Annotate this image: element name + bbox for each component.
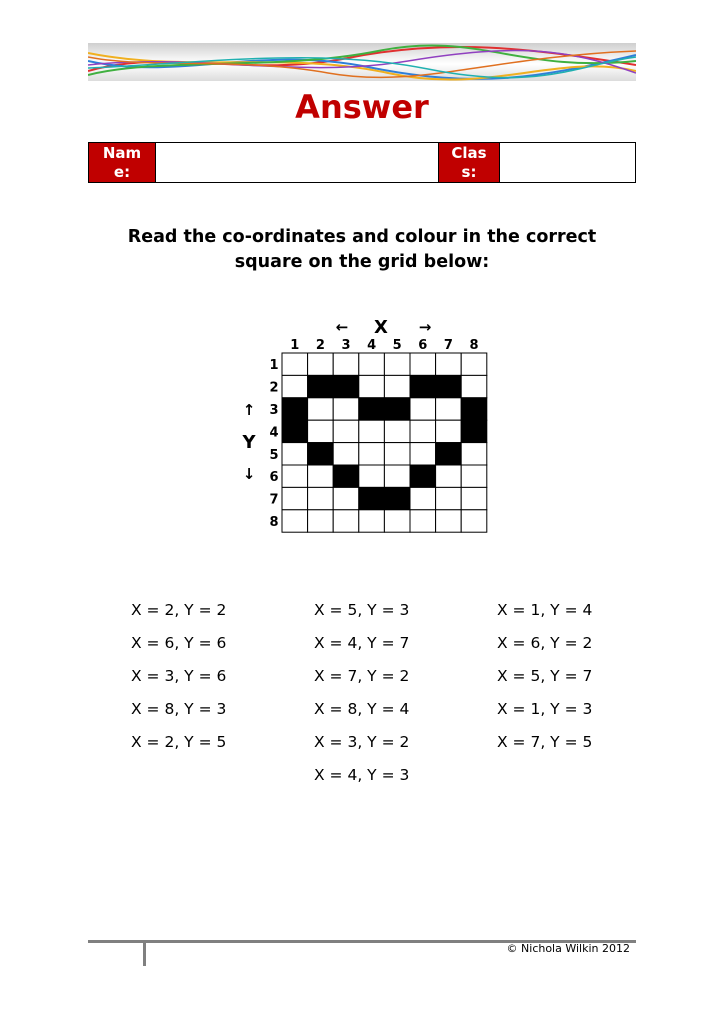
grid-cell-filled	[359, 487, 385, 509]
grid-cell	[384, 510, 410, 532]
grid-cell	[461, 443, 487, 465]
grid-cell	[410, 398, 436, 420]
instructions: Read the co-ordinates and colour in the correct square on the grid below:	[127, 227, 597, 272]
arrow-down-icon: ↓	[242, 465, 256, 483]
grid-cell	[436, 420, 462, 442]
grid-cell	[359, 443, 385, 465]
grid-cell	[461, 353, 487, 375]
column-number: 2	[315, 338, 325, 353]
coord-item: X = 2, Y = 5	[131, 733, 227, 751]
row-number: 4	[269, 425, 279, 441]
grid-cell	[436, 353, 462, 375]
grid-cell	[333, 420, 359, 442]
grid-cell-filled	[333, 465, 359, 487]
grid-cell-filled	[384, 487, 410, 509]
grid-cell	[359, 420, 385, 442]
grid-cell	[333, 487, 359, 509]
coord-column-1	[131, 598, 226, 763]
grid-cell-filled	[384, 398, 410, 420]
coord-item: X = 5, Y = 7	[497, 667, 593, 685]
column-number: 6	[418, 338, 428, 353]
header-banner	[88, 43, 636, 81]
grid-cell	[436, 510, 462, 532]
grid-cell-filled	[436, 443, 462, 465]
grid-cell	[308, 398, 334, 420]
grid-cell-filled	[333, 375, 359, 397]
y-axis-label: Y	[242, 432, 256, 453]
coord-item: X = 5, Y = 3	[314, 601, 410, 619]
row-number: 5	[269, 447, 279, 463]
grid-cell	[410, 353, 436, 375]
coord-item: X = 8, Y = 4	[314, 700, 410, 718]
arrow-left-icon: ←	[335, 318, 349, 336]
coord-item: X = 6, Y = 2	[497, 634, 593, 652]
grid-cell	[308, 487, 334, 509]
column-number: 5	[392, 338, 402, 353]
column-number: 1	[290, 338, 300, 353]
coord-item: X = 7, Y = 2	[314, 667, 410, 685]
page-title: Answer	[295, 88, 429, 126]
grid-cell	[410, 510, 436, 532]
row-number: 2	[269, 380, 279, 396]
arrow-up-icon: ↑	[242, 401, 256, 419]
grid-cell-filled	[410, 375, 436, 397]
grid-cell	[308, 420, 334, 442]
grid-svg	[236, 312, 496, 537]
coord-item: X = 3, Y = 6	[131, 667, 227, 685]
wave-graphic	[88, 43, 636, 81]
x-axis-label: X	[374, 317, 388, 338]
grid-cell	[282, 465, 308, 487]
row-number: 1	[269, 358, 279, 374]
coord-item: X = 6, Y = 6	[131, 634, 227, 652]
grid-cell	[436, 487, 462, 509]
coord-column-2	[314, 598, 409, 796]
grid-cell	[359, 375, 385, 397]
grid-cell	[333, 398, 359, 420]
grid-cell	[410, 420, 436, 442]
grid-cell-filled	[308, 443, 334, 465]
row-number: 3	[269, 403, 279, 418]
grid-cell	[359, 465, 385, 487]
grid-cell	[384, 375, 410, 397]
column-number: 3	[341, 338, 351, 353]
grid-cell-filled	[410, 465, 436, 487]
grid-cell	[436, 465, 462, 487]
grid-cell-filled	[359, 398, 385, 420]
grid-cell	[384, 420, 410, 442]
grid-cell	[308, 353, 334, 375]
row-number: 8	[269, 515, 279, 530]
copyright: © Nichola Wilkin 2012	[506, 942, 630, 955]
grid-cell	[333, 353, 359, 375]
row-number: 6	[269, 470, 279, 486]
grid-cell-filled	[308, 375, 334, 397]
grid-cell	[282, 375, 308, 397]
grid-cell	[384, 443, 410, 465]
name-field[interactable]	[155, 143, 439, 182]
coord-item: X = 7, Y = 5	[497, 733, 593, 751]
grid-cell	[333, 510, 359, 532]
name-class-box	[88, 142, 636, 183]
coord-item: X = 8, Y = 3	[131, 700, 227, 718]
column-number: 8	[469, 338, 479, 353]
grid-cell	[436, 398, 462, 420]
grid-cell	[282, 510, 308, 532]
grid-cell	[308, 510, 334, 532]
grid-cell	[384, 353, 410, 375]
grid-cell-filled	[282, 420, 308, 442]
grid-cell	[282, 487, 308, 509]
coordinate-grid	[236, 312, 496, 537]
coord-item: X = 1, Y = 4	[497, 601, 593, 619]
grid-cell-filled	[461, 398, 487, 420]
class-label: Class:	[439, 143, 499, 182]
grid-cell	[384, 465, 410, 487]
row-number: 7	[269, 492, 279, 508]
column-number: 4	[367, 338, 377, 353]
grid-cell	[282, 353, 308, 375]
grid-cell	[461, 487, 487, 509]
grid-cell	[461, 465, 487, 487]
grid-cell	[461, 375, 487, 397]
grid-cell	[410, 443, 436, 465]
grid-cell	[359, 510, 385, 532]
grid-cell-filled	[282, 398, 308, 420]
grid-cell	[461, 510, 487, 532]
coord-item: X = 3, Y = 2	[314, 733, 410, 751]
grid-cell-filled	[461, 420, 487, 442]
grid-cell	[333, 443, 359, 465]
arrow-right-icon: →	[418, 318, 432, 336]
footer-tick	[143, 940, 146, 966]
coord-item: X = 4, Y = 7	[314, 634, 410, 652]
coord-item: X = 1, Y = 3	[497, 700, 593, 718]
class-field[interactable]	[499, 143, 635, 182]
grid-cell	[410, 487, 436, 509]
coord-item: X = 4, Y = 3	[314, 766, 410, 784]
grid-cell	[359, 353, 385, 375]
column-number: 7	[443, 338, 453, 353]
grid-cell-filled	[436, 375, 462, 397]
grid-cell	[308, 465, 334, 487]
grid-cell	[282, 443, 308, 465]
name-label: Name:	[89, 143, 155, 182]
coord-item: X = 2, Y = 2	[131, 601, 227, 619]
coord-column-3	[497, 598, 592, 763]
